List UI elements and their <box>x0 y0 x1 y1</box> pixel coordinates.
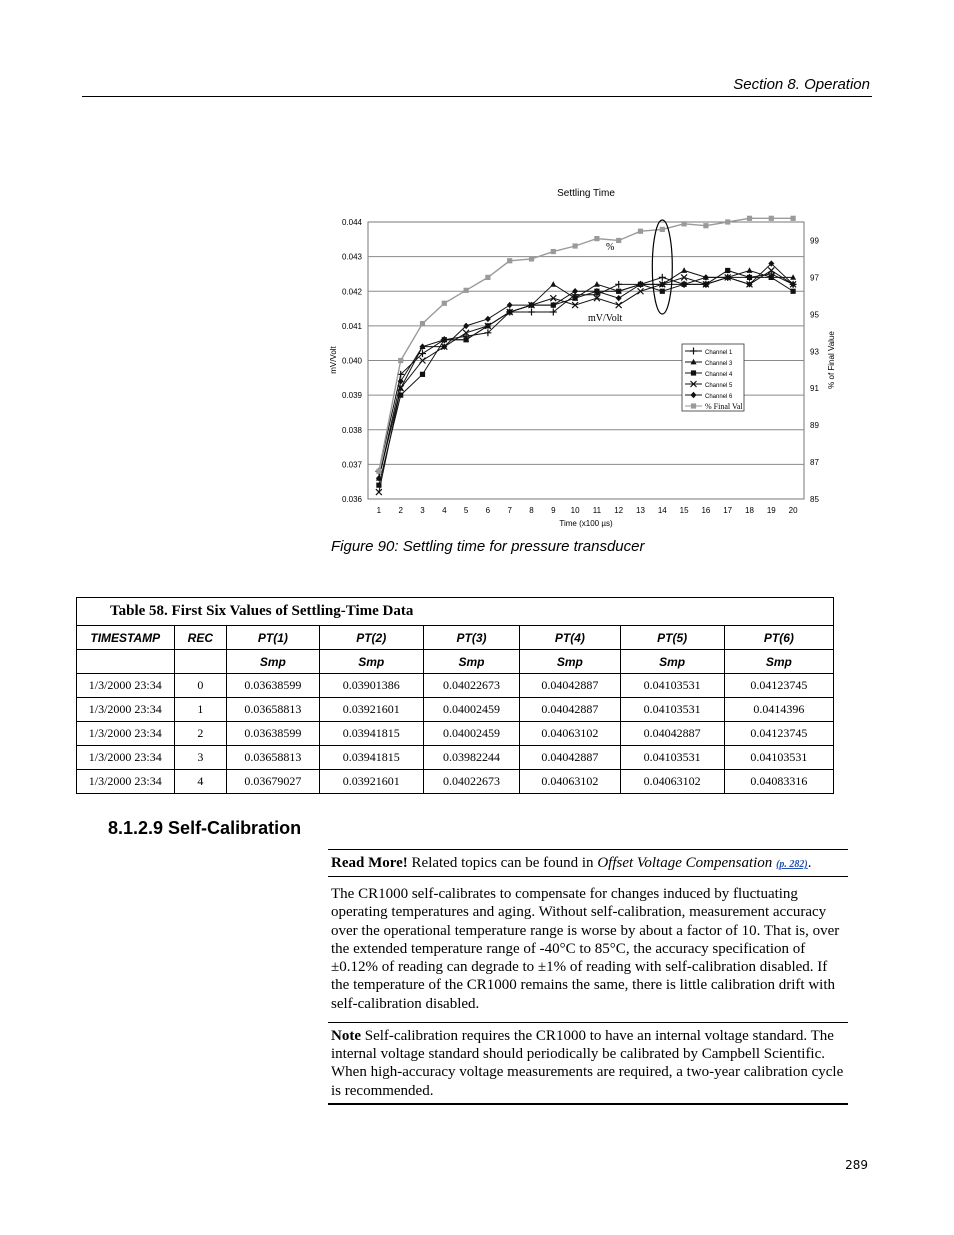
y-tick-label: 0.041 <box>341 321 362 331</box>
table-header-cell: PT(5) <box>620 626 724 650</box>
data-point <box>529 256 534 261</box>
table-cell: 0.03921601 <box>319 770 423 794</box>
data-point <box>420 321 425 326</box>
legend-entry: Channel 5 <box>705 383 733 389</box>
table-cell: 0.04103531 <box>620 698 724 722</box>
table-header-cell: REC <box>174 626 227 650</box>
x-tick-label: 10 <box>570 506 580 515</box>
y2-tick-label: 97 <box>810 273 819 283</box>
settling-time-table <box>76 597 834 794</box>
table-cell: 0.03982244 <box>423 746 519 770</box>
data-point <box>464 288 469 293</box>
table-cell: 0.04042887 <box>620 722 724 746</box>
x-tick-label: 14 <box>657 506 667 515</box>
table-header-cell: TIMESTAMP <box>77 626 175 650</box>
note-box <box>328 1022 848 1105</box>
legend-entry: Channel 3 <box>705 361 733 367</box>
read-more-end: . <box>807 855 812 871</box>
table-cell: 1 <box>174 698 227 722</box>
data-point <box>573 296 578 301</box>
settling-time-chart <box>320 180 840 535</box>
percent-annotation: % <box>606 242 615 253</box>
data-point <box>616 289 621 294</box>
y2-tick-label: 85 <box>810 495 819 504</box>
table-unit-cell: Smp <box>319 650 423 674</box>
legend-entry: % Final Val <box>705 402 743 411</box>
table-cell: 0.03941815 <box>319 722 423 746</box>
table-header-row <box>77 626 834 650</box>
data-point <box>791 289 796 294</box>
table-cell: 0.03941815 <box>319 746 423 770</box>
table-cell: 0.03638599 <box>227 674 319 698</box>
page-number: 289 <box>845 1158 868 1172</box>
table-row <box>77 746 834 770</box>
table-cell: 0.04042887 <box>520 746 620 770</box>
self-calibration-paragraph: The CR1000 self-calibrates to compensate for changes induced by fluctuating operating temperatures and aging. Without self-calibration, measurement accuracy over the operational temperature range is worse by about a factor of 10. That is, over the extended temperature range of -40°C to 85°C, the accuracy specification of ±0.12% of reading can degrade to ±1% of reading with self-calibration disabled. If the temperature of the CR1000 remains the same, there is little calibration drift with self-calibration disabled. <box>331 886 840 1012</box>
table-caption: Table 58. First Six Values of Settling-Time Data <box>77 598 834 626</box>
chart-title: Settling Time <box>557 188 615 199</box>
legend-entry: Channel 6 <box>705 394 733 400</box>
table-row <box>77 722 834 746</box>
running-header: Section 8. Operation <box>733 76 870 93</box>
x-tick-label: 1 <box>376 506 382 515</box>
y-tick-label: 0.038 <box>341 425 362 435</box>
data-point <box>594 236 599 241</box>
y2-tick-label: 95 <box>810 310 819 320</box>
table-cell: 0.04063102 <box>520 722 620 746</box>
read-more-box <box>328 849 848 877</box>
legend-entry: Channel 4 <box>705 372 733 378</box>
table-unit-cell: Smp <box>724 650 833 674</box>
y2-axis-label: % of Final Value <box>827 331 836 389</box>
data-point <box>442 337 447 342</box>
y2-tick-label: 99 <box>810 236 819 246</box>
x-tick-label: 12 <box>614 506 624 515</box>
note-text: Self-calibration requires the CR1000 to have an internal voltage standard. The internal voltage standard should periodically be calibrated by Campbell Scientific. When high-accuracy voltage measurements are required, a two-year calibration cycle is recommended. <box>331 1028 844 1099</box>
chart-svg <box>320 180 840 535</box>
table-unit-cell <box>174 650 227 674</box>
x-tick-label: 4 <box>442 506 447 515</box>
table-cell: 2 <box>174 722 227 746</box>
y-tick-label: 0.042 <box>341 287 362 297</box>
data-point <box>551 249 556 254</box>
x-tick-label: 13 <box>636 506 645 515</box>
table-cell: 0.03658813 <box>227 698 319 722</box>
x-tick-label: 19 <box>766 506 776 515</box>
table-row <box>77 770 834 794</box>
table-cell: 4 <box>174 770 227 794</box>
y2-tick-label: 89 <box>810 421 819 431</box>
data-point <box>376 469 381 474</box>
table-cell: 0.04123745 <box>724 674 833 698</box>
table-row <box>77 674 834 698</box>
table-cell: 0.0414396 <box>724 698 833 722</box>
table-cell: 0 <box>174 674 227 698</box>
x-tick-label: 7 <box>507 506 512 515</box>
table-cell: 0.03638599 <box>227 722 319 746</box>
y-tick-label: 0.044 <box>341 218 362 227</box>
x-tick-label: 3 <box>420 506 425 515</box>
table-cell: 0.04083316 <box>724 770 833 794</box>
table-cell: 0.03679027 <box>227 770 319 794</box>
table-cell: 0.04063102 <box>620 770 724 794</box>
table-cell: 0.04042887 <box>520 674 620 698</box>
data-point <box>573 243 578 248</box>
data-point <box>616 238 621 243</box>
y-tick-label: 0.043 <box>341 252 362 262</box>
offset-voltage-link[interactable]: Offset Voltage Compensation <box>597 855 773 871</box>
x-tick-label: 17 <box>723 506 733 515</box>
data-point <box>660 289 665 294</box>
data-point <box>682 221 687 226</box>
table-unit-cell: Smp <box>423 650 519 674</box>
data-point <box>691 370 696 375</box>
x-tick-label: 16 <box>701 506 711 515</box>
table-cell: 0.04063102 <box>520 770 620 794</box>
table-cell: 0.04123745 <box>724 722 833 746</box>
x-tick-label: 6 <box>485 506 491 515</box>
table-cell: 0.04103531 <box>724 746 833 770</box>
table-cell: 1/3/2000 23:34 <box>77 698 175 722</box>
y-tick-label: 0.037 <box>341 460 362 470</box>
table-unit-cell: Smp <box>520 650 620 674</box>
table-header-cell: PT(1) <box>227 626 319 650</box>
table-cell: 0.04103531 <box>620 746 724 770</box>
table-cell: 0.04002459 <box>423 698 519 722</box>
header-rule <box>82 96 872 97</box>
data-point <box>747 275 752 280</box>
table-cell: 0.04002459 <box>423 722 519 746</box>
data-point <box>638 229 643 234</box>
table-unit-cell <box>77 650 175 674</box>
data-point <box>464 337 469 342</box>
table-cell: 3 <box>174 746 227 770</box>
mvvolt-annotation: mV/Volt <box>588 313 623 324</box>
table-units-row <box>77 650 834 674</box>
table-row <box>77 698 834 722</box>
table-cell: 0.04042887 <box>520 698 620 722</box>
table-cell: 0.03658813 <box>227 746 319 770</box>
data-point <box>485 275 490 280</box>
data-point <box>769 216 774 221</box>
table-unit-cell: Smp <box>620 650 724 674</box>
data-point <box>691 403 696 408</box>
x-tick-label: 9 <box>551 506 556 515</box>
data-point <box>747 216 752 221</box>
table-header-cell: PT(2) <box>319 626 423 650</box>
table-cell: 0.04022673 <box>423 674 519 698</box>
y2-tick-label: 91 <box>810 384 819 394</box>
note-label: Note <box>331 1028 361 1044</box>
table-cell: 1/3/2000 23:34 <box>77 674 175 698</box>
data-point <box>725 268 730 273</box>
y-tick-label: 0.040 <box>341 356 362 366</box>
data-point <box>703 223 708 228</box>
y-axis-label: mV/Volt <box>329 346 338 374</box>
x-tick-label: 20 <box>788 506 798 515</box>
x-tick-label: 8 <box>529 506 534 515</box>
table-cell: 0.03901386 <box>319 674 423 698</box>
table-cell: 1/3/2000 23:34 <box>77 746 175 770</box>
table-cell: 1/3/2000 23:34 <box>77 722 175 746</box>
legend-entry: Channel 1 <box>705 350 733 356</box>
data-point <box>660 227 665 232</box>
x-tick-label: 15 <box>679 506 689 515</box>
data-point <box>725 219 730 224</box>
data-point <box>398 358 403 363</box>
x-tick-label: 11 <box>592 506 602 515</box>
table-header-cell: PT(4) <box>520 626 620 650</box>
table-cell: 0.03921601 <box>319 698 423 722</box>
x-axis-label: Time (x100 µs) <box>559 519 613 528</box>
section-heading: 8.1.2.9 Self-Calibration <box>108 818 302 838</box>
y-tick-label: 0.036 <box>341 495 362 504</box>
figure-caption: Figure 90: Settling time for pressure transducer <box>331 538 645 555</box>
table-cell: 0.04103531 <box>620 674 724 698</box>
y2-tick-label: 93 <box>810 347 819 357</box>
table-unit-cell: Smp <box>227 650 319 674</box>
y-tick-label: 0.039 <box>341 391 362 401</box>
data-point <box>420 372 425 377</box>
data-point <box>507 258 512 263</box>
table-cell: 1/3/2000 23:34 <box>77 770 175 794</box>
read-more-text: Related topics can be found in <box>407 855 598 871</box>
y2-tick-label: 87 <box>810 458 819 468</box>
data-point <box>791 216 796 221</box>
x-tick-label: 2 <box>398 506 403 515</box>
data-point <box>442 301 447 306</box>
data-point <box>769 275 774 280</box>
page-reference-link[interactable]: (p. 282) <box>776 859 808 870</box>
table-header-cell: PT(3) <box>423 626 519 650</box>
table-cell: 0.04022673 <box>423 770 519 794</box>
read-more-label: Read More! <box>331 855 408 871</box>
x-tick-label: 5 <box>463 506 469 515</box>
x-tick-label: 18 <box>745 506 754 515</box>
table-header-cell: PT(6) <box>724 626 833 650</box>
